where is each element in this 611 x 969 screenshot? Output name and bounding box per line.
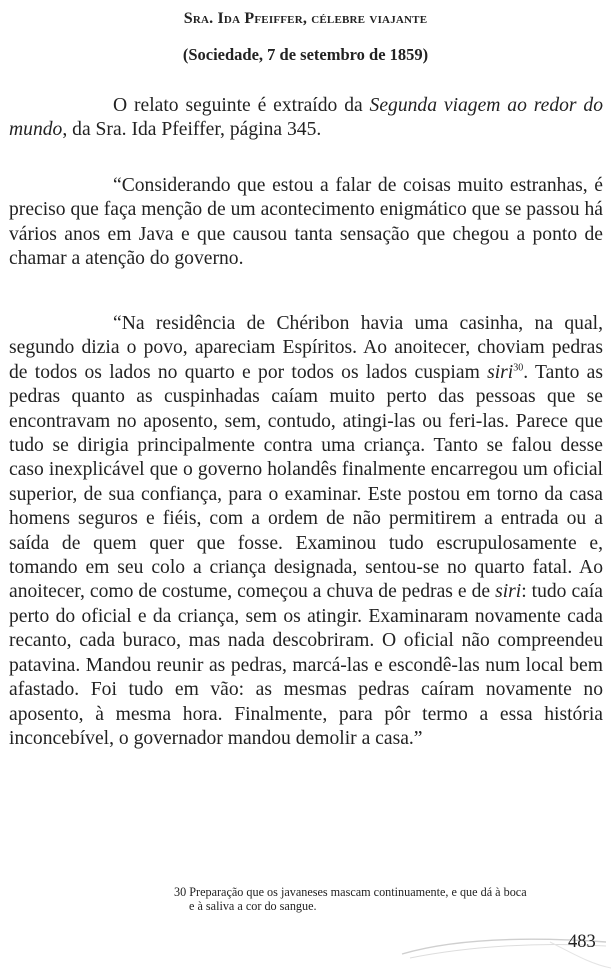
italic-term: siri [487,361,514,383]
book-title: Segunda viagem ao redor do mundo [9,95,604,141]
footnote-text-continued: e à saliva a cor do sangue. [189,899,317,913]
page-number: 483 [568,932,596,952]
paragraph-text: . Tanto as pedras quanto as cuspinhadas caíam muito perto das pessoas que se encontravam no aposento, sem, contudo, atingi-las ou feri-las. Parece que tudo se dirigia principalmente contra uma criança. Tanto se falou desse caso inexplicável que o governo holandês finalmente encarregou um oficial superior, de sua confiança, para o examinar. Este postou em torno da casa homens seguros e fiéis, com a ordem de não permitirem a entrada ou a saída de quem quer que fosse. Examinou tudo escrupulosamente e, tomando em seu colo a criança designada, sentou-se no quarto fatal. Ao anoitecer, como de costume, começou a chuva de pedras e de [9,361,603,603]
paragraph-quote-2 [9,312,603,751]
paragraph-quote-1: “Considerando que estou a falar de coisas muito estranhas, é preciso que faça menção de um acontecimento enigmático que se passou há vários anos em Java e que causou tanta sensação que chegou a ponto de chamar a atenção do governo. [9,175,603,270]
paragraph-text: : tudo caía perto do oficial e da criança, sem os atingir. Examinaram novamente cada recanto, cada buraco, mas nada descobriram. O oficial não compreendeu patavina. Mandou reunir as pedras, marcá-las e escondê-las num local bem afastado. Foi tudo em vão: as mesmas pedras caíram novamente no aposento, à mesma hora. Finalmente, para pôr termo a essa história inconcebível, o governador mandou demolir a casa.” [9,581,603,749]
chapter-heading: Sra. Ida Pfeiffer, célebre viajante [183,10,428,27]
footnote-number: 30 [174,885,187,899]
paragraph-text: “Na residência de Chéribon havia uma casinha, na qual, segundo dizia o povo, apareciam Espíritos. Ao anoitecer, choviam pedras de todos os lados no quarto e por todos os lados cuspiam [9,313,603,383]
paragraph-intro-text: O relato seguinte é extraído da [113,95,370,116]
italic-term: siri [495,581,522,603]
footnote [174,885,604,913]
chapter-subheading: (Sociedade, 7 de setembro de 1859) [182,45,429,64]
paragraph-intro-text-end: , da Sra. Ida Pfeiffer, página 345. [62,119,322,141]
paragraph-intro [9,94,603,143]
footnote-text: Preparação que os javaneses mascam continuamente, e que dá à boca [186,885,527,899]
footnote-reference[interactable]: 30 [513,362,524,374]
